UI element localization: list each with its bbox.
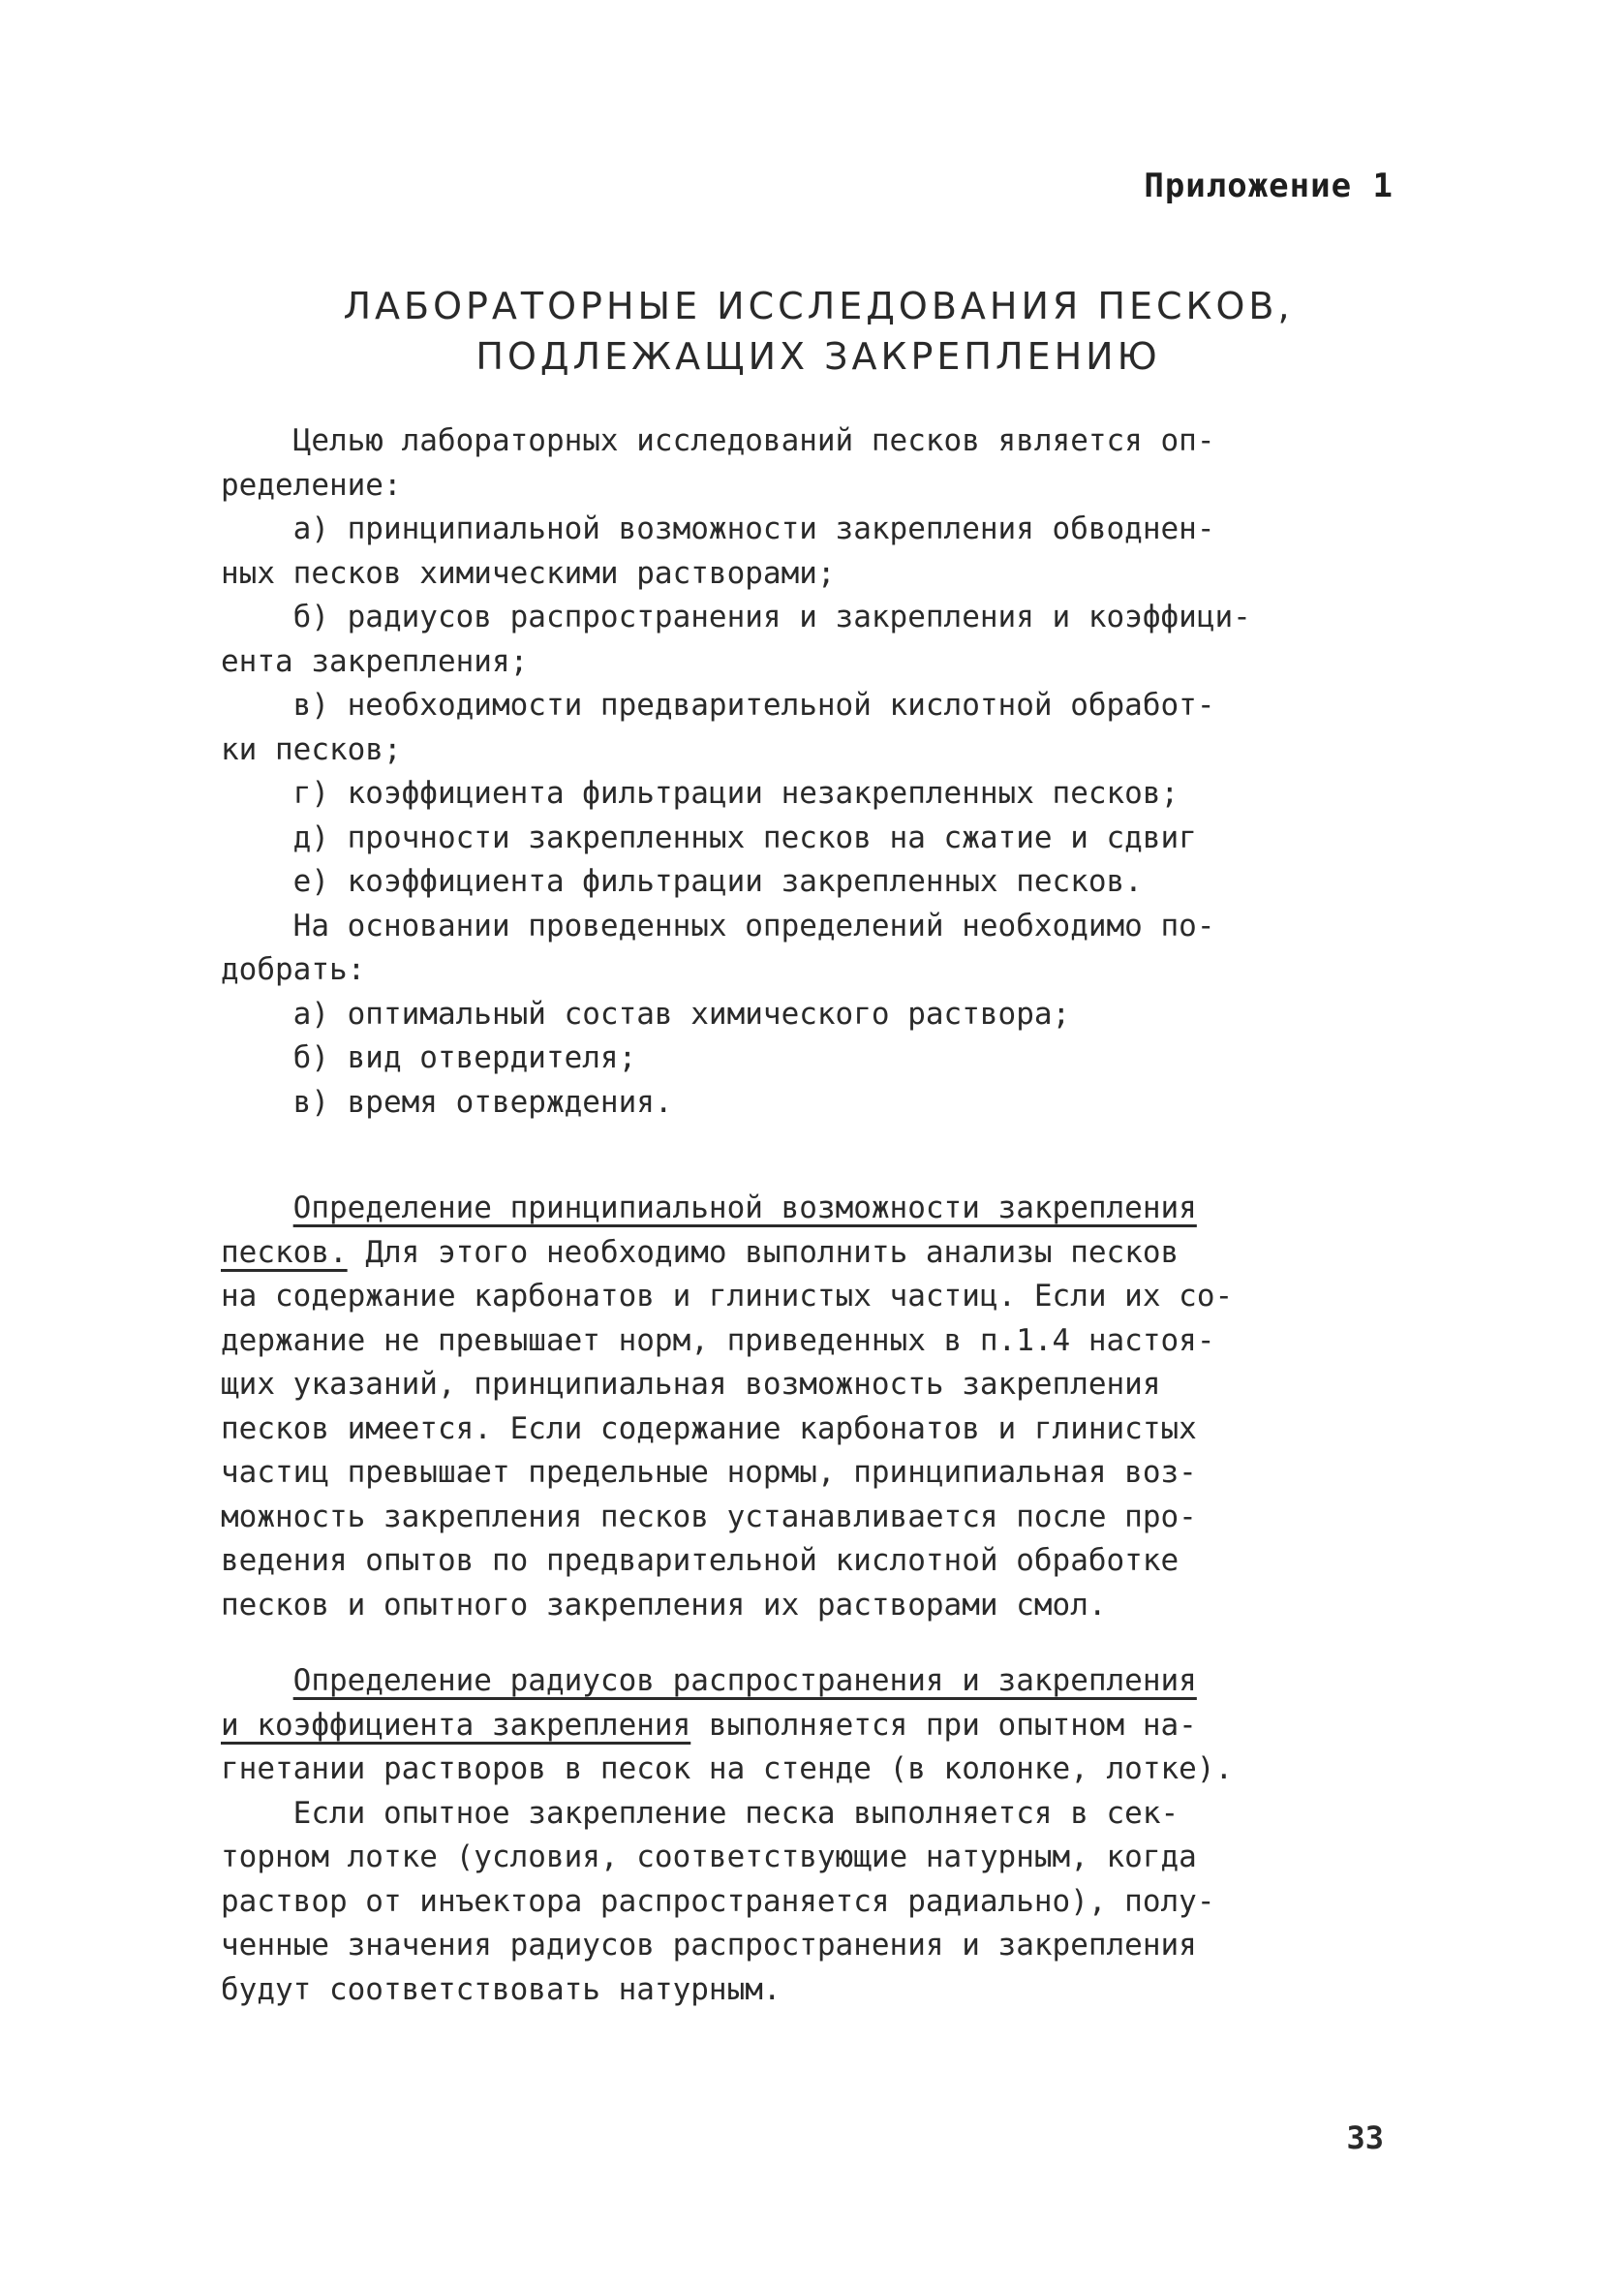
text-line: ки песков; [221, 731, 402, 767]
section-heading-end: и коэффициента закрепления [221, 1707, 691, 1743]
list-item-v: в) необходимости предварительной кислотной обработ- [221, 688, 1215, 723]
text-line: держание не превышает норм, приведенных в п.1.4 настоя- [221, 1322, 1215, 1358]
text-line: песков имеется. Если содержание карбонатов и глинистых [221, 1410, 1197, 1446]
section-feasibility [221, 1187, 1443, 1627]
list-item-a: а) оптимальный состав химического раствора; [221, 996, 1071, 1032]
section-heading: Определение принципиальной возможности закрепления [292, 1190, 1197, 1225]
list-item-v: в) время отверждения. [221, 1084, 673, 1120]
text-line: ченные значения радиусов распространения и закрепления [221, 1928, 1197, 1963]
text-line [221, 1704, 1443, 1748]
title-line-1: ЛАБОРАТОРНЫЕ ИССЛЕДОВАНИЯ ПЕСКОВ, [343, 285, 1294, 327]
text-line: добрать: [221, 952, 366, 987]
title-line-2: ПОДЛЕЖАЩИХ ЗАКРЕПЛЕНИЮ [475, 335, 1161, 378]
list-item-b: б) радиусов распространения и закрепления и коэффици- [221, 600, 1251, 634]
text-line: будут соответствовать натурным. [221, 1971, 781, 2007]
text-line: можность закрепления песков устанавливается после про- [221, 1499, 1197, 1534]
text-line: раствор от инъектора распространяется радиально), полу- [221, 1883, 1215, 1919]
section-heading: Определение радиусов распространения и закрепления [292, 1663, 1197, 1698]
text-line: щих указаний, принципиальная возможность закрепления [221, 1367, 1161, 1402]
section-heading-line [221, 1659, 1443, 1704]
section-heading-line [221, 1187, 1443, 1231]
text-line: ределение: [221, 467, 402, 503]
text-line: на содержание карбонатов и глинистых частиц. Если их со- [221, 1279, 1234, 1314]
text-line: Если опытное закрепление песка выполняется в сек- [221, 1795, 1180, 1831]
list-item-b: б) вид отвердителя; [221, 1040, 637, 1075]
text-line: торном лотке (условия, соответствующие натурным, когда [221, 1840, 1197, 1874]
list-item-g: г) коэффициента фильтрации незакрепленных песков; [221, 776, 1180, 811]
list-item-a: а) принципиальной возможности закрепления обводнен- [221, 511, 1215, 546]
text-line: ента закрепления; [221, 643, 529, 679]
list-item-e: е) коэффициента фильтрации закрепленных песков. [221, 864, 1143, 899]
text-line: гнетании растворов в песок на стенде (в колонке, лотке). [221, 1751, 1234, 1786]
page-number: 33 [1346, 2119, 1384, 2156]
list-item-d: д) прочности закрепленных песков на сжатие и сдвиг [221, 819, 1197, 855]
section-heading-end: песков. [221, 1234, 348, 1270]
text-line: ных песков химическими растворами; [221, 555, 836, 591]
text-run: выполняется при опытном на- [690, 1707, 1197, 1743]
text-line [221, 1231, 1443, 1276]
text-line: Целью лабораторных исследований песков является оп- [221, 423, 1215, 458]
text-line: На основании проведенных определений необходимо по- [221, 908, 1215, 943]
document-title [223, 281, 1414, 382]
text-line: песков и опытного закрепления их растворами смол. [221, 1587, 1107, 1623]
appendix-label: Приложение 1 [1144, 167, 1394, 205]
section-intro [221, 419, 1443, 1125]
text-run: Для этого необходимо выполнить анализы песков [347, 1234, 1180, 1270]
section-radius [221, 1659, 1443, 2012]
text-line: ведения опытов по предварительной кислотной обработке [221, 1543, 1180, 1578]
text-line: частиц превышает предельные нормы, принципиальная воз- [221, 1455, 1197, 1490]
